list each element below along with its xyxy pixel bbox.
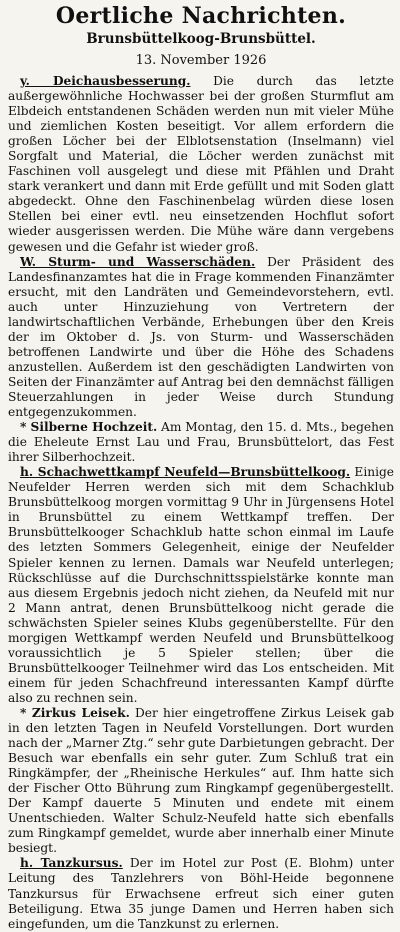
article-heading: h. Tanzkursus.	[20, 856, 123, 871]
article-body: Die durch das letzte außergewöhnliche Hochwasser bei der großen Sturmflut am Elbdeich entstandenen Schäden werden nun mit vieler Mühe und ziemlichen Kosten beseitigt. Vor allem erfordern die großen Löcher bei der Elblotsenstation (Inselmann) viel Sorgfalt und Material, die Löcher werden zunächst mit Faschinen voll ausgelegt und diese mit Pfählen und Draht stark verankert und dann mit Erde gefüllt und mit Soden glatt abgedeckt. Ohne den Faschinenbelag würden diese losen Stellen bei einer evtl. neu einsetzenden Hochflut sofort wieder ausgerissen werden. Die Mühe wäre dann vergebens gewesen und die Gefahr ist wieder groß.	[8, 74, 394, 254]
page-subtitle: Brunsbüttelkoog-Brunsbüttel.	[86, 31, 316, 47]
article-sturmschaeden	[8, 255, 394, 421]
article-body: Der hier eingetroffene Zirkus Leisek gab in den letzten Tagen in Neufeld Vorstellungen. Dort wurden nach der „Marner Ztg.“ sehr gute Darbietungen gebracht. Der Besuch war ebenfalls ein sehr guter. Zum Schluß trat ein Ringkämpfer, der „Rheinische Herkules“ auf. Ihm hatte sich der Fischer Otto Bührung zum Ringkampf gegenübergestellt. Der Kampf dauerte 5 Minuten und endete mit einem Unentschieden. Walter Schulz-Neufeld hatte sich ebenfalls zum Ringkampf gemeldet, wurde aber innerhalb einer Minute besiegt.	[8, 705, 394, 856]
article-heading: W. Sturm- und Wasserschäden.	[20, 254, 256, 269]
dateline: 13. November 1926	[135, 53, 267, 68]
article-zirkus	[8, 706, 394, 856]
article-heading: y. Deichausbesserung.	[20, 74, 191, 88]
article-body: Einige Neufelder Herren werden sich mit dem Schachklub Brunsbüttelkoog morgen vormittag 9 Uhr in Jürgensens Hotel in Brunsbüttel zu einem Wettkampf treffen. Der Brunsbüttelkooger Schachklub hatte schon einmal im Laufe des letzten Sommers Gelegenheit, einige der Neufelder Spieler kennen zu lernen. Damals war Neufeld unterlegen; Rückschlüsse auf die Durchschnittsspielstärke konnte man aus diesem Ergebnis jedoch nicht ziehen, da Neufeld mit nur 2 Mann antrat, denen Brunsbüttelkoog nicht gerade die schwächsten Spieler seines Klubs gegenüberstellte. Für den morgigen Wettkampf werden Neufeld und Brunsbüttelkoog voraussichtlich je 5 Spieler stellen; über die Brunsbüttelkooger Teilnehmer wird das Los entscheiden. Mit einem für jeden Schachfreund interessanten Kampf dürfte also zu rechnen sein.	[8, 465, 394, 705]
article-tanzkursus	[8, 856, 394, 931]
article-body: Der im Hotel zur Post (E. Blohm) unter Leitung des Tanzlehrers von Böhl-Heide begonnene Tanzkursus für Erwachsene erfreut sich einer guten Beteiligung. Etwa 35 junge Damen und Herren haben sich eingefunden, um die Tanzkunst zu erlernen.	[8, 856, 394, 931]
article-heading: * Zirkus Leisek.	[20, 705, 130, 720]
article-body: Am Montag, den 15. d. Mts., begehen die Eheleute Ernst Lau und Frau, Brunsbüttelort, das Fest ihrer Silberhochzeit.	[8, 420, 394, 465]
page-title: Oertliche Nachrichten.	[55, 3, 347, 29]
article-schachwettkampf	[8, 465, 394, 706]
article-body: Der Präsident des Landesfinanzamtes hat die in Frage kommenden Finanzämter ersucht, mit den Landräten und Gemeindevorstehern, evtl. auch unter Hinzuziehung von Vertretern der landwirtschaftlichen Verbände, Erhebungen über den Kreis der im Oktober d. Js. von Sturm- und Wasserschäden betroffenen Landwirte und über die Höhe des Schadens anzustellen. Außerdem ist den geschädigten Landwirten von Seiten der Finanzämter auf Antrag bei den demnächst fälligen Steuerzahlungen in jeder Weise durch Stundung entgegenzukommen.	[8, 254, 394, 420]
article-heading: * Silberne Hochzeit.	[20, 420, 158, 435]
article-silberne-hochzeit	[8, 420, 394, 465]
article-heading: h. Schachwettkampf Neufeld—Brunsbüttelkoog.	[20, 465, 351, 480]
article-deichausbesserung	[8, 74, 394, 255]
